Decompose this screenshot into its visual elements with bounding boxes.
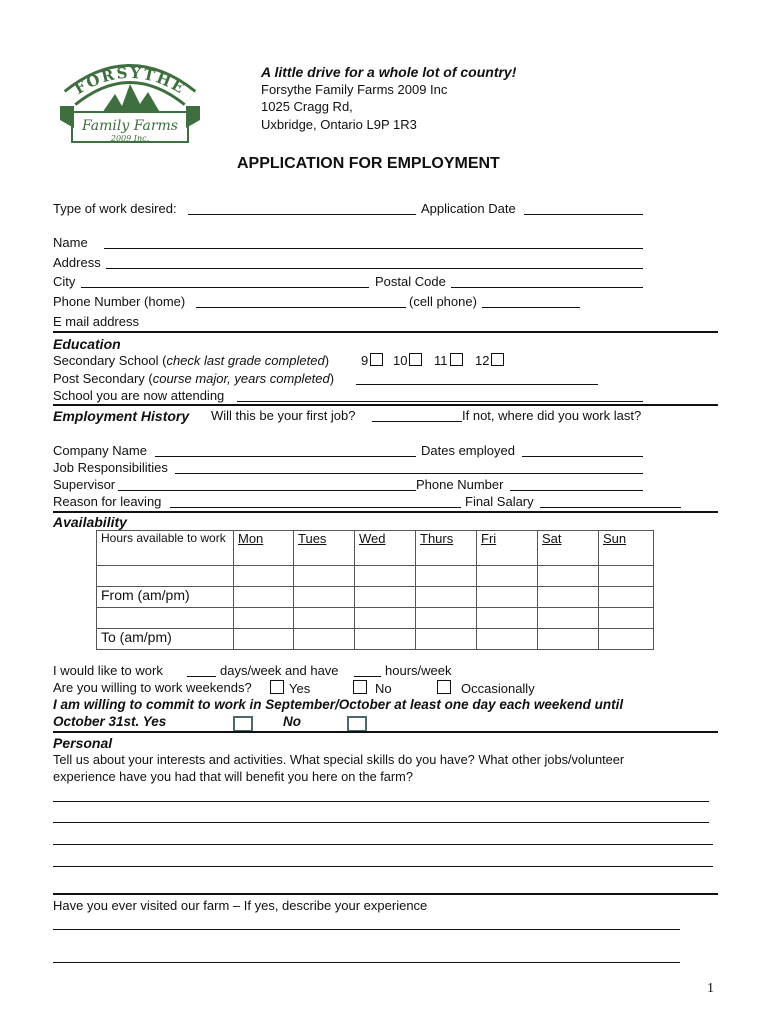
cell[interactable] [477,587,538,608]
grade-12[interactable]: 12 [475,353,504,368]
cell[interactable] [234,629,294,650]
reason-leaving-label: Reason for leaving [53,494,162,509]
cell[interactable] [416,608,477,629]
supervisor-label: Supervisor [53,477,116,492]
section-divider [53,731,718,733]
cell[interactable] [538,608,599,629]
cell[interactable] [599,587,654,608]
application-date-field[interactable] [524,214,643,215]
post-secondary-label: Post Secondary (course major, years completed) [53,371,335,386]
cell[interactable] [477,566,538,587]
dates-employed-label: Dates employed [421,443,515,458]
section-divider [53,511,718,513]
blank-cell [97,608,234,629]
days-week-label-c: hours/week [385,663,452,678]
tagline: A little drive for a whole lot of country! [261,64,517,80]
first-job-label: Will this be your first job? [211,408,356,423]
days-per-week-field[interactable] [187,676,216,677]
final-salary-field[interactable] [540,507,681,508]
cell[interactable] [355,629,416,650]
table-row [97,587,654,608]
svg-text:Family Farms: Family Farms [82,118,178,134]
table-row [97,566,654,587]
personal-heading: Personal [53,735,113,751]
commit-yes-checkbox[interactable] [233,716,253,732]
grade-11[interactable]: 11 [434,353,463,368]
postal-code-field[interactable] [451,287,643,288]
day-fri: Fri [477,531,538,566]
cell[interactable] [416,587,477,608]
cell[interactable] [538,587,599,608]
interests-question-line1: Tell us about your interests and activities. What special skills do you have? What other jobs/volunteer [53,752,625,767]
reason-leaving-field[interactable] [170,507,461,508]
work-desired-field[interactable] [188,214,416,215]
section-divider [53,893,718,895]
commit-statement: I am willing to commit to work in September/October at least one day each weekend until [53,697,624,712]
final-salary-label: Final Salary [465,494,534,509]
school-attending-label: School you are now attending [53,388,225,403]
work-desired-label: Type of work desired: [53,201,177,216]
cell[interactable] [355,566,416,587]
weekends-no-option[interactable]: No [353,680,392,696]
cell[interactable] [234,566,294,587]
day-wed: Wed [355,531,416,566]
weekends-no-checkbox[interactable] [353,680,367,694]
cell[interactable] [294,587,355,608]
cell[interactable] [416,566,477,587]
where-last-label: If not, where did you work last? [462,408,642,423]
name-label: Name [53,235,88,250]
visited-answer-line[interactable] [53,962,680,963]
street-address: 1025 Cragg Rd, [261,99,353,114]
cell[interactable] [234,587,294,608]
responsibilities-field[interactable] [175,473,643,474]
availability-heading: Availability [53,514,127,530]
page-number: 1 [707,981,714,996]
phone-number-field[interactable] [510,490,643,491]
grade-12-checkbox[interactable] [491,353,504,366]
days-week-label-b: days/week and have [220,663,339,678]
education-heading: Education [53,336,121,352]
company-field[interactable] [155,456,416,457]
section-divider [53,331,718,333]
company-label: Company Name [53,443,147,458]
company-name: Forsythe Family Farms 2009 Inc [261,82,448,97]
cell[interactable] [599,608,654,629]
day-sun: Sun [599,531,654,566]
cell[interactable] [477,608,538,629]
visited-answer-line[interactable] [53,929,680,930]
page-title: APPLICATION FOR EMPLOYMENT [237,155,500,172]
day-sat: Sat [538,531,599,566]
cell[interactable] [234,608,294,629]
address-label: Address [53,255,101,270]
cell[interactable] [355,608,416,629]
to-label: To (am/pm) [97,629,234,650]
weekends-yes-option[interactable]: Yes [270,680,310,696]
phone-home-label: Phone Number (home) [53,294,186,309]
cell[interactable] [477,629,538,650]
hours-available-label: Hours available to work [97,531,234,566]
application-date-label: Application Date [421,201,516,216]
table-row [97,608,654,629]
cell[interactable] [294,566,355,587]
day-thurs: Thurs [416,531,477,566]
commit-yes-label: October 31st. Yes [53,714,167,729]
cell-phone-field[interactable] [482,307,580,308]
interests-question-line2: experience have you had that will benefit you here on the farm? [53,769,413,784]
city-field[interactable] [81,287,369,288]
svg-text:2009 Inc.: 2009 Inc. [110,134,150,143]
cell[interactable] [416,629,477,650]
grade-9-checkbox[interactable] [370,353,383,366]
from-label: From (am/pm) [97,587,234,608]
svg-text:FORSYTHE: FORSYTHE [71,63,189,98]
cell[interactable] [538,566,599,587]
first-job-field[interactable] [372,421,462,422]
farm-logo [60,58,200,150]
post-secondary-field[interactable] [356,384,598,385]
blank-cell [97,566,234,587]
phone-number-label: Phone Number [416,477,504,492]
day-tues: Tues [294,531,355,566]
address-field[interactable] [106,268,643,269]
cell-phone-label: (cell phone) [409,294,477,309]
weekends-yes-checkbox[interactable] [270,680,284,694]
grade-11-checkbox[interactable] [450,353,463,366]
cell[interactable] [599,629,654,650]
secondary-school-label: Secondary School (check last grade completed) [53,353,330,368]
cell[interactable] [355,587,416,608]
hours-per-week-field[interactable] [354,676,381,677]
commit-no-label: No [283,714,301,729]
weekends-occasionally-checkbox[interactable] [437,680,451,694]
table-row [97,629,654,650]
postal-code-label: Postal Code [375,274,446,289]
interests-answer-line[interactable] [53,822,709,823]
cell[interactable] [294,608,355,629]
email-label: E mail address [53,314,139,329]
days-week-label-a: I would like to work [53,663,163,678]
dates-employed-field[interactable] [522,456,643,457]
availability-table [96,530,654,650]
interests-answer-line[interactable] [53,844,713,845]
interests-answer-line[interactable] [53,866,713,867]
city-label: City [53,274,76,289]
cell[interactable] [538,629,599,650]
weekends-occasionally-option[interactable]: Occasionally [437,680,535,696]
visited-question: Have you ever visited our farm – If yes, describe your experience [53,898,428,913]
interests-answer-line[interactable] [53,801,709,802]
name-field[interactable] [104,248,643,249]
day-mon: Mon [234,531,294,566]
grade-10[interactable]: 10 [393,353,422,368]
cell[interactable] [599,566,654,587]
section-divider [53,404,718,406]
city-address: Uxbridge, Ontario L9P 1R3 [261,117,417,132]
grade-10-checkbox[interactable] [409,353,422,366]
cell[interactable] [294,629,355,650]
weekends-question: Are you willing to work weekends? [53,680,252,695]
grade-9[interactable]: 9 [361,353,383,368]
table-row [97,531,654,566]
phone-home-field[interactable] [196,307,406,308]
commit-no-checkbox[interactable] [347,716,367,732]
employment-heading: Employment History [53,408,190,424]
responsibilities-label: Job Responsibilities [53,460,168,475]
supervisor-field[interactable] [118,490,416,491]
school-attending-field[interactable] [237,401,643,402]
